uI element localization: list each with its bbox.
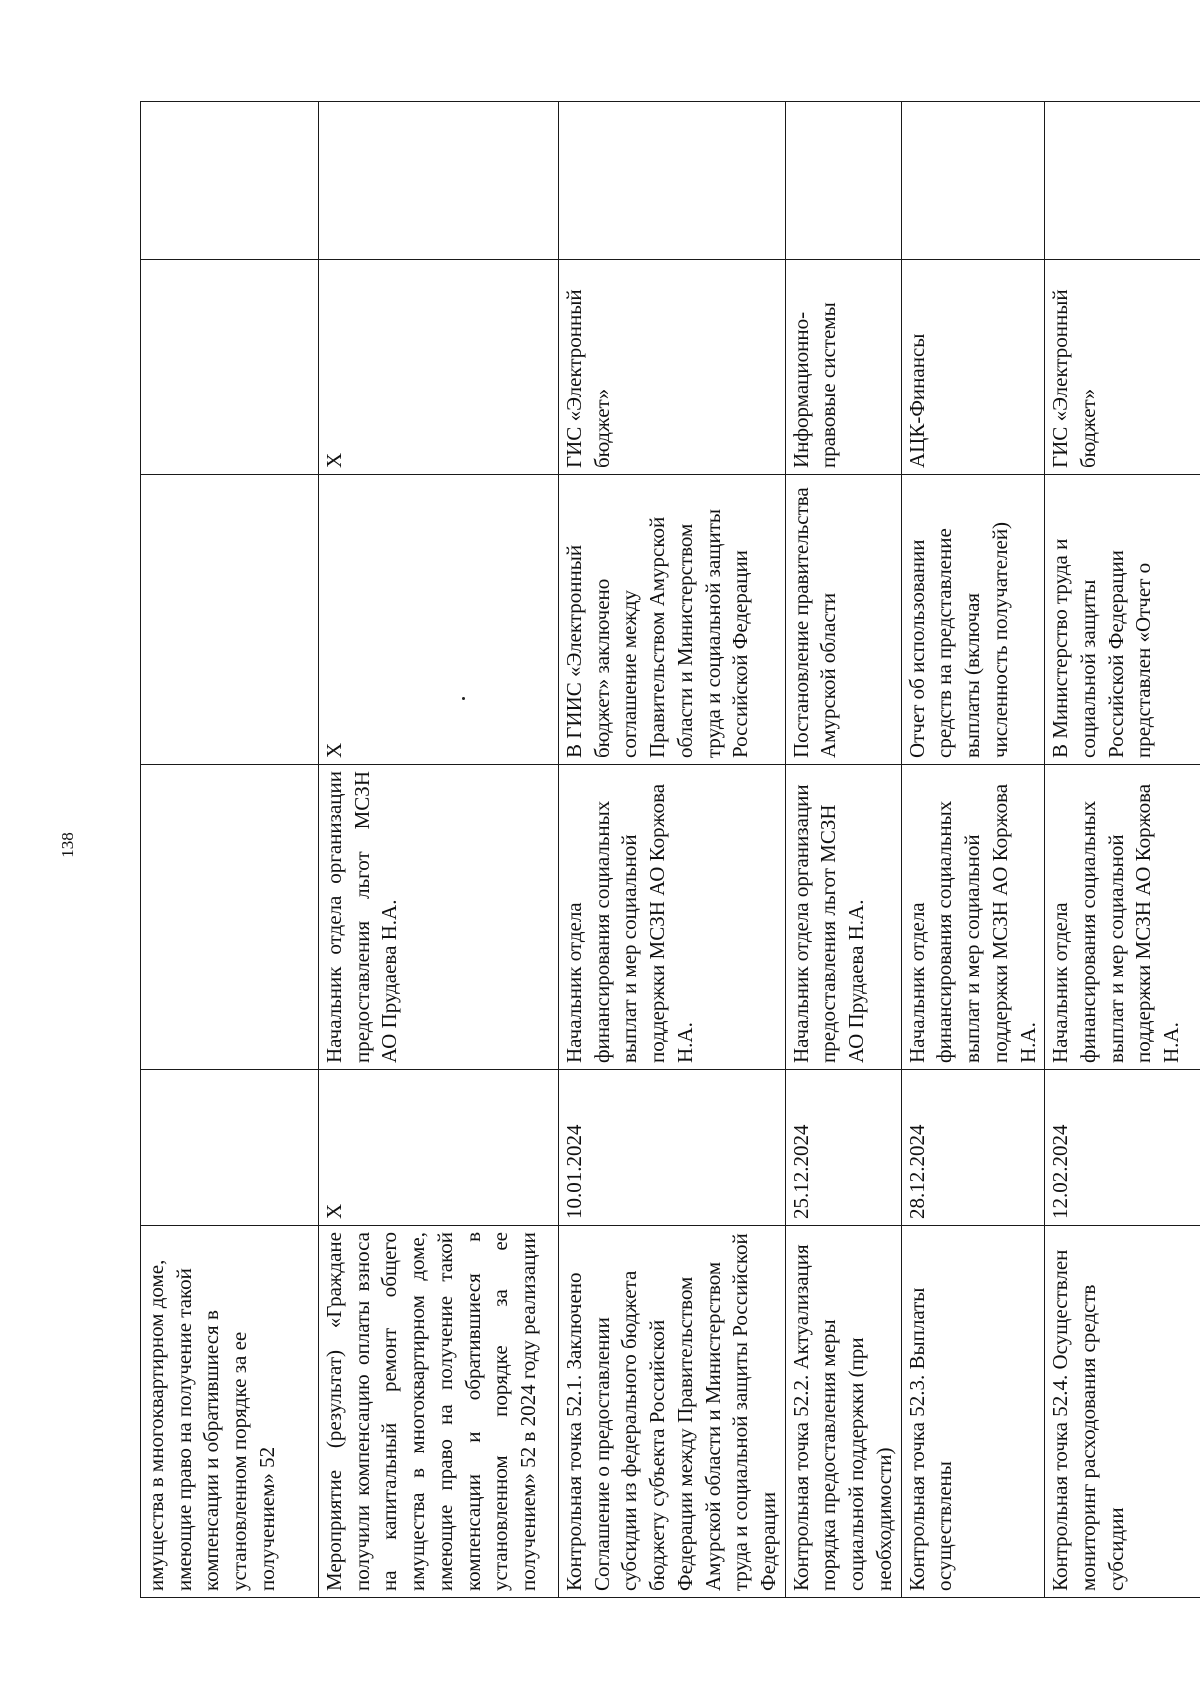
cell-system: X [319, 260, 559, 475]
cell-system: Информационно-правовые системы [785, 260, 901, 475]
cell-system: ГИС «Электронный бюджет» [1045, 260, 1200, 475]
cell-event-name: Контрольная точка 52.4. Осуществлен мониторинг расходования средств субсидии [1045, 1226, 1200, 1598]
cell-date: 10.01.2024 [559, 1070, 786, 1226]
cell-empty [785, 102, 901, 260]
cell-date: 28.12.2024 [901, 1070, 1045, 1226]
cell-responsible: Начальник отдела финансирования социальных выплат и мер социальной поддержки МСЗН АО Коржова Н.А. [901, 765, 1045, 1070]
cell-date: X [319, 1070, 559, 1226]
table-row [559, 102, 786, 1598]
cell-document [141, 475, 319, 765]
cell-document: В ГИИС «Электронный бюджет» заключено соглашение между Правительством Амурской области и Министерством труда и социальной защиты Российской Федерации [559, 475, 786, 765]
table-row [1045, 102, 1200, 1598]
cell-event-name: Контрольная точка 52.1. Заключено Соглашение о предоставлении субсидии из федерального бюджета бюджету субъекта Российской Федерации между Правительством Амурской области и Министерством труда и социальной защиты Российской Федерации [559, 1226, 786, 1598]
cell-document: Отчет об использовании средств на представление выплаты (включая численность получателей) [901, 475, 1045, 765]
rotated-table-wrapper [140, 102, 1184, 1598]
cell-event-name: Контрольная точка 52.2. Актуализация порядка предоставления меры социальной поддержки (при необходимости) [785, 1226, 901, 1598]
cell-responsible: Начальник отдела финансирования социальных выплат и мер социальной поддержки МСЗН АО Коржова Н.А. [1045, 765, 1200, 1070]
cell-document: Постановление правительства Амурской области [785, 475, 901, 765]
table-row [319, 102, 559, 1598]
cell-system [141, 260, 319, 475]
control-points-table [140, 101, 1200, 1598]
cell-empty [1045, 102, 1200, 260]
cell-empty [141, 102, 319, 260]
table-row [901, 102, 1045, 1598]
cell-event-name: Мероприятие (результат) «Граждане получили компенсацию оплаты взноса на капитальный ремонт общего имущества в многоквартирном доме, имеющие право на получение такой компенсации и обратившиеся в установленном порядке за ее получением» 52 в 2024 году реализации [319, 1226, 559, 1598]
cell-date: 25.12.2024 [785, 1070, 901, 1226]
cell-document: В Министерство труда и социальной защиты Российской Федерации представлен «Отчет о [1045, 475, 1200, 765]
table-row [785, 102, 901, 1598]
table-row [141, 102, 319, 1598]
cell-date [141, 1070, 319, 1226]
cell-empty [319, 102, 559, 260]
cell-event-name: имущества в многоквартирном доме, имеющие право на получение такой компенсации и обратившиеся в установленном порядке за ее получением» 52 [141, 1226, 319, 1598]
page-number: 138 [58, 832, 77, 858]
cell-system: ГИС «Электронный бюджет» [559, 260, 786, 475]
cell-empty [901, 102, 1045, 260]
cell-date: 12.02.2024 [1045, 1070, 1200, 1226]
cell-responsible: Начальник отдела организации предоставления льгот МСЗН АО Прудаева Н.А. [319, 765, 559, 1070]
cell-system: АЦК-Финансы [901, 260, 1045, 475]
cell-responsible: Начальник отдела финансирования социальных выплат и мер социальной поддержки МСЗН АО Коржова Н.А. [559, 765, 786, 1070]
cell-responsible: Начальник отдела организации предоставления льгот МСЗН АО Прудаева Н.А. [785, 765, 901, 1070]
cell-empty [559, 102, 786, 260]
cell-event-name: Контрольная точка 52.3. Выплаты осуществлены [901, 1226, 1045, 1598]
cell-responsible [141, 765, 319, 1070]
cell-document: X [319, 475, 559, 765]
